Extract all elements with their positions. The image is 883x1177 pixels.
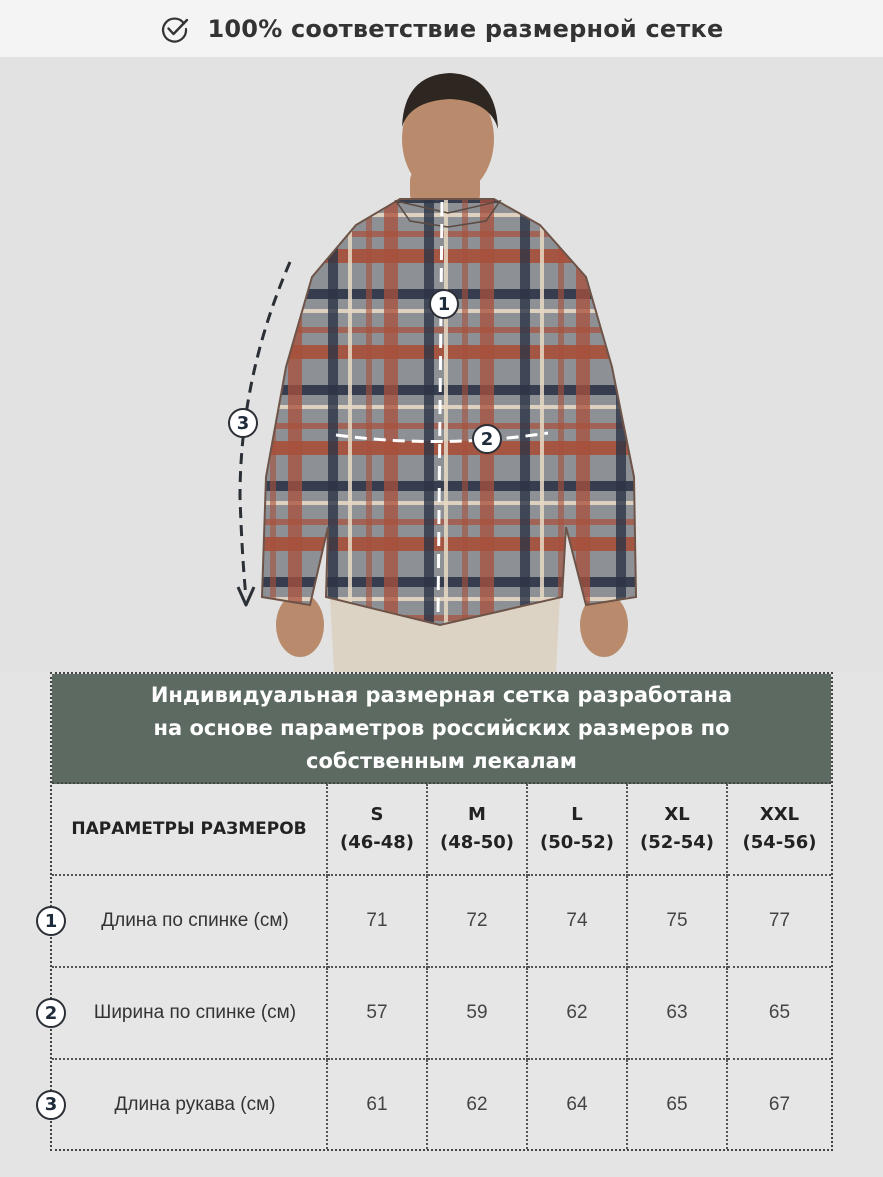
row-label-back-width <box>44 968 328 1060</box>
table-cell: 62 <box>528 968 628 1060</box>
shirt-illustration <box>0 57 883 672</box>
table-cell: 65 <box>628 1060 728 1149</box>
table-cell: 74 <box>528 876 628 968</box>
size-chart-banner <box>52 674 831 784</box>
check-circle-icon <box>160 14 190 44</box>
row-label: Ширина по спинке (см) <box>93 1002 297 1023</box>
marker-2-badge: 2 <box>36 998 66 1028</box>
table-cell: 57 <box>328 968 428 1060</box>
header-banner <box>0 0 883 57</box>
params-header: ПАРАМЕТРЫ РАЗМЕРОВ <box>52 784 328 876</box>
size-name: XL <box>664 804 690 825</box>
row-label: Длина по спинке (см) <box>101 910 289 931</box>
size-range: (48-50) <box>439 832 515 853</box>
table-cell: 71 <box>328 876 428 968</box>
marker-1-badge: 1 <box>429 289 459 319</box>
table-cell: 59 <box>428 968 528 1060</box>
size-header-xxl <box>728 784 831 876</box>
marker-1-badge: 1 <box>36 906 66 936</box>
table-cell: 72 <box>428 876 528 968</box>
size-header-m <box>428 784 528 876</box>
row-label: Длина рукава (см) <box>114 1093 276 1115</box>
size-header-xl <box>628 784 728 876</box>
size-header-l <box>528 784 628 876</box>
table-cell: 64 <box>528 1060 628 1149</box>
marker-3-badge: 3 <box>228 408 258 438</box>
banner-line-2: на основе параметров российских размеров по <box>153 715 730 740</box>
table-cell: 63 <box>628 968 728 1060</box>
table-cell: 75 <box>628 876 728 968</box>
table-cell: 67 <box>768 1093 791 1115</box>
size-name: XXL <box>759 804 800 825</box>
table-cell: 62 <box>428 1060 528 1149</box>
size-chart <box>44 672 833 1151</box>
header-title: 100% соответствие размерной сетке <box>207 14 724 43</box>
size-range: (54-56) <box>742 832 817 853</box>
table-cell: 61 <box>328 1060 428 1149</box>
table-cell: 65 <box>728 968 831 1060</box>
model-photo <box>0 57 883 672</box>
table-cell: 77 <box>728 876 831 968</box>
marker-3-badge: 3 <box>36 1090 66 1120</box>
marker-2-badge: 2 <box>472 424 502 454</box>
size-range: (46-48) <box>339 832 415 853</box>
banner-line-3: собственным лекалам <box>306 748 577 773</box>
size-name: M <box>468 804 486 825</box>
banner-line-1: Индивидуальная размерная сетка разработана <box>150 682 733 707</box>
size-range: (50-52) <box>539 832 615 853</box>
size-grid <box>44 784 831 1149</box>
row-label-back-length <box>44 876 328 968</box>
size-name: L <box>571 804 583 825</box>
row-label-sleeve-length <box>44 1060 328 1149</box>
size-header-s <box>328 784 428 876</box>
size-name: S <box>370 804 384 825</box>
size-range: (52-54) <box>639 832 715 853</box>
